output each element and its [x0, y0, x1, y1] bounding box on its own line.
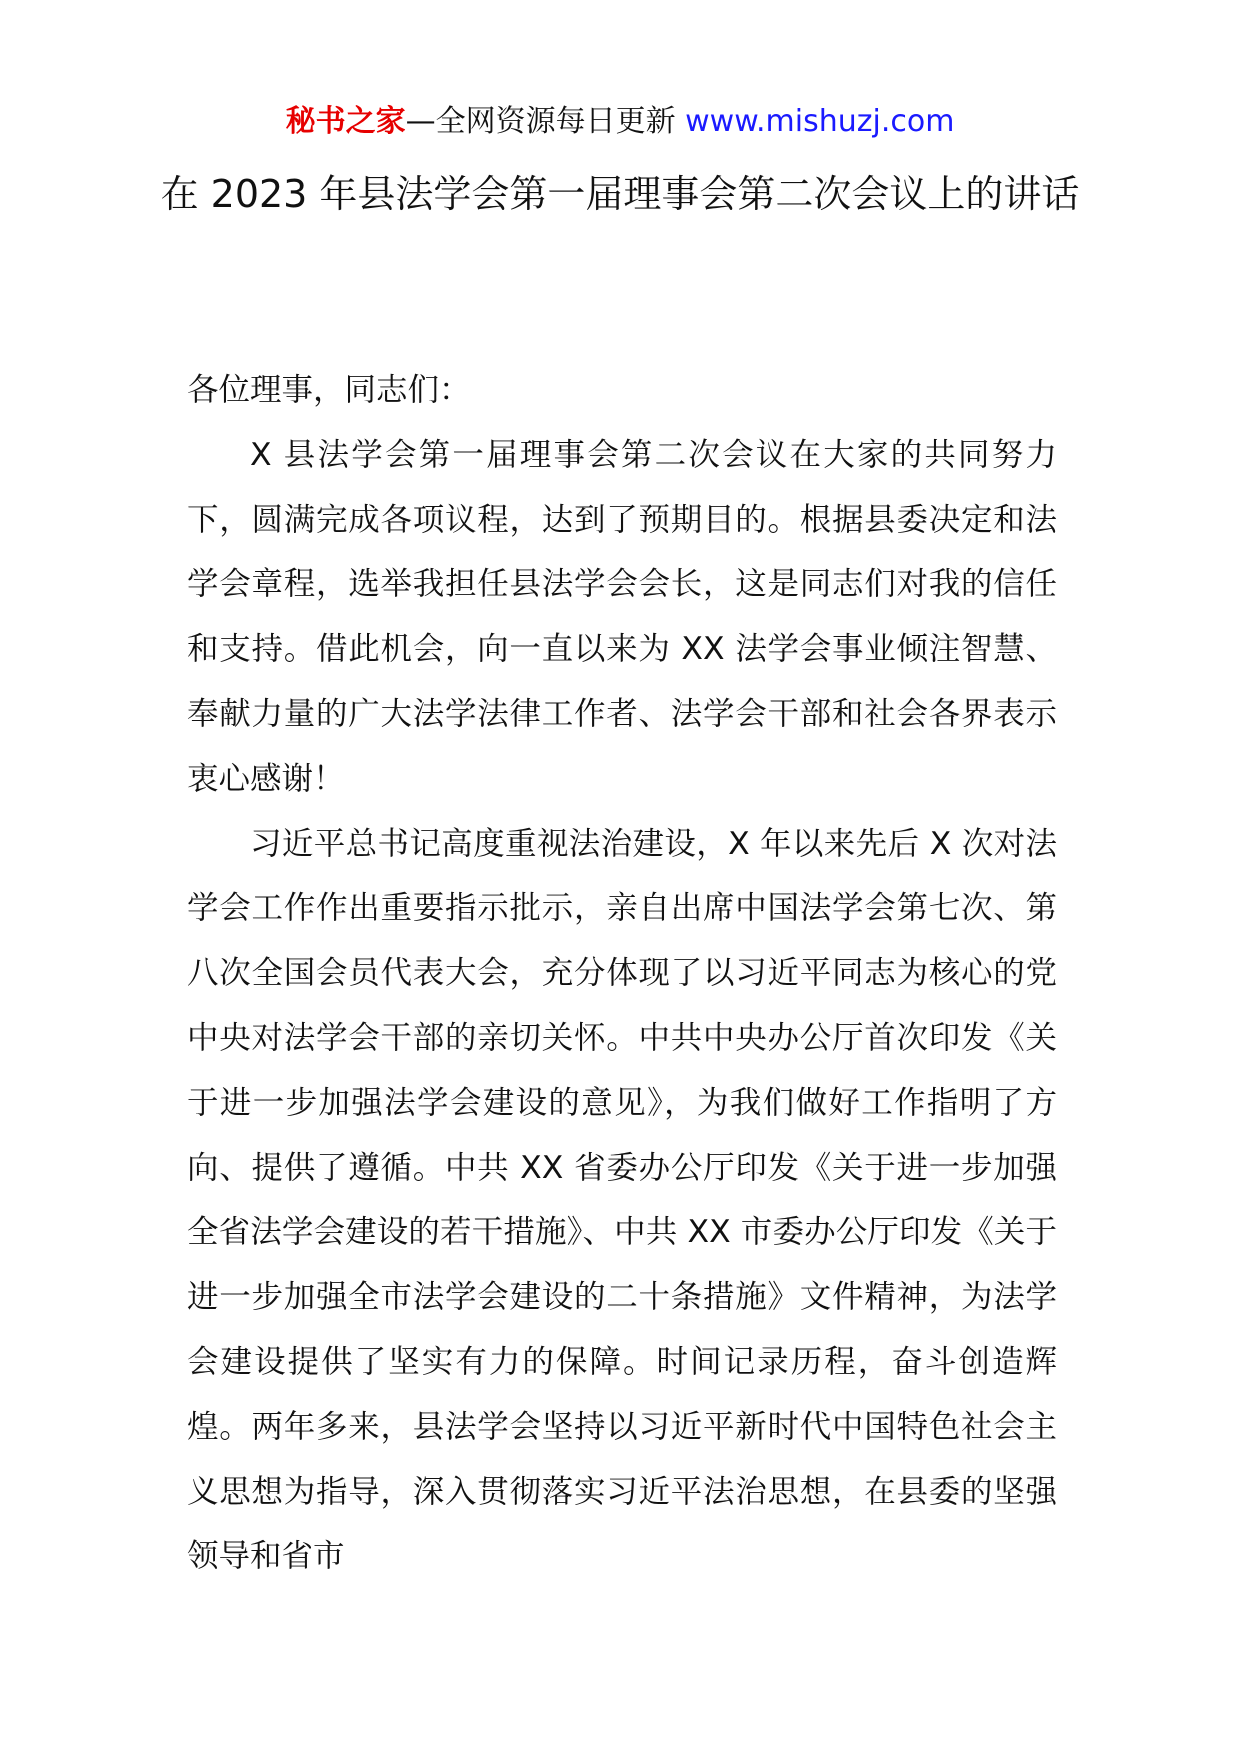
site-url-link[interactable]: www.mishuzj.com [685, 104, 955, 139]
paragraph-2: 习近平总书记高度重视法治建设，X 年以来先后 X 次对法学会工作作出重要指示批示，亲自出席中国法学会第七次、第八次全国会员代表大会，充分体现了以习近平同志为核心的党中央对法学会干部的亲切关怀。中共中央办公厅首次印发《关于进一步加强法学会建设的意见》，为我们做好工作指明了方向、提供了遵循。中共 XX 省委办公厅印发《关于进一步加强全省法学会建设的若干措施》、中共 XX 市委办公厅印发《关于进一步加强全市法学会建设的二十条措施》文件精神，为法学会建设提供了坚实有力的保障。时间记录历程，奋斗创造辉煌。两年多来，县法学会坚持以习近平新时代中国特色社会主义思想为指导，深入贯彻落实习近平法治思想，在县委的坚强领导和省市 [187, 825, 1057, 1575]
site-tagline: —全网资源每日更新 [405, 104, 686, 139]
site-header [0, 100, 1240, 144]
salutation: 各位理事，同志们： [187, 372, 471, 408]
brand-name: 秘书之家 [285, 104, 406, 139]
document-title: 在 2023 年县法学会第一届理事会第二次会议上的讲话 [160, 172, 1080, 216]
paragraph-1: X 县法学会第一届理事会第二次会议在大家的共同努力下，圆满完成各项议程，达到了预期目的。根据县委决定和法学会章程，选举我担任县法学会会长，这是同志们对我的信任和支持。借此机会，向一直以来为 XX 法学会事业倾注智慧、奉献力量的广大法学法律工作者、法学会干部和社会各界表示衷心感谢！ [187, 436, 1057, 797]
document-body [187, 358, 1057, 1589]
